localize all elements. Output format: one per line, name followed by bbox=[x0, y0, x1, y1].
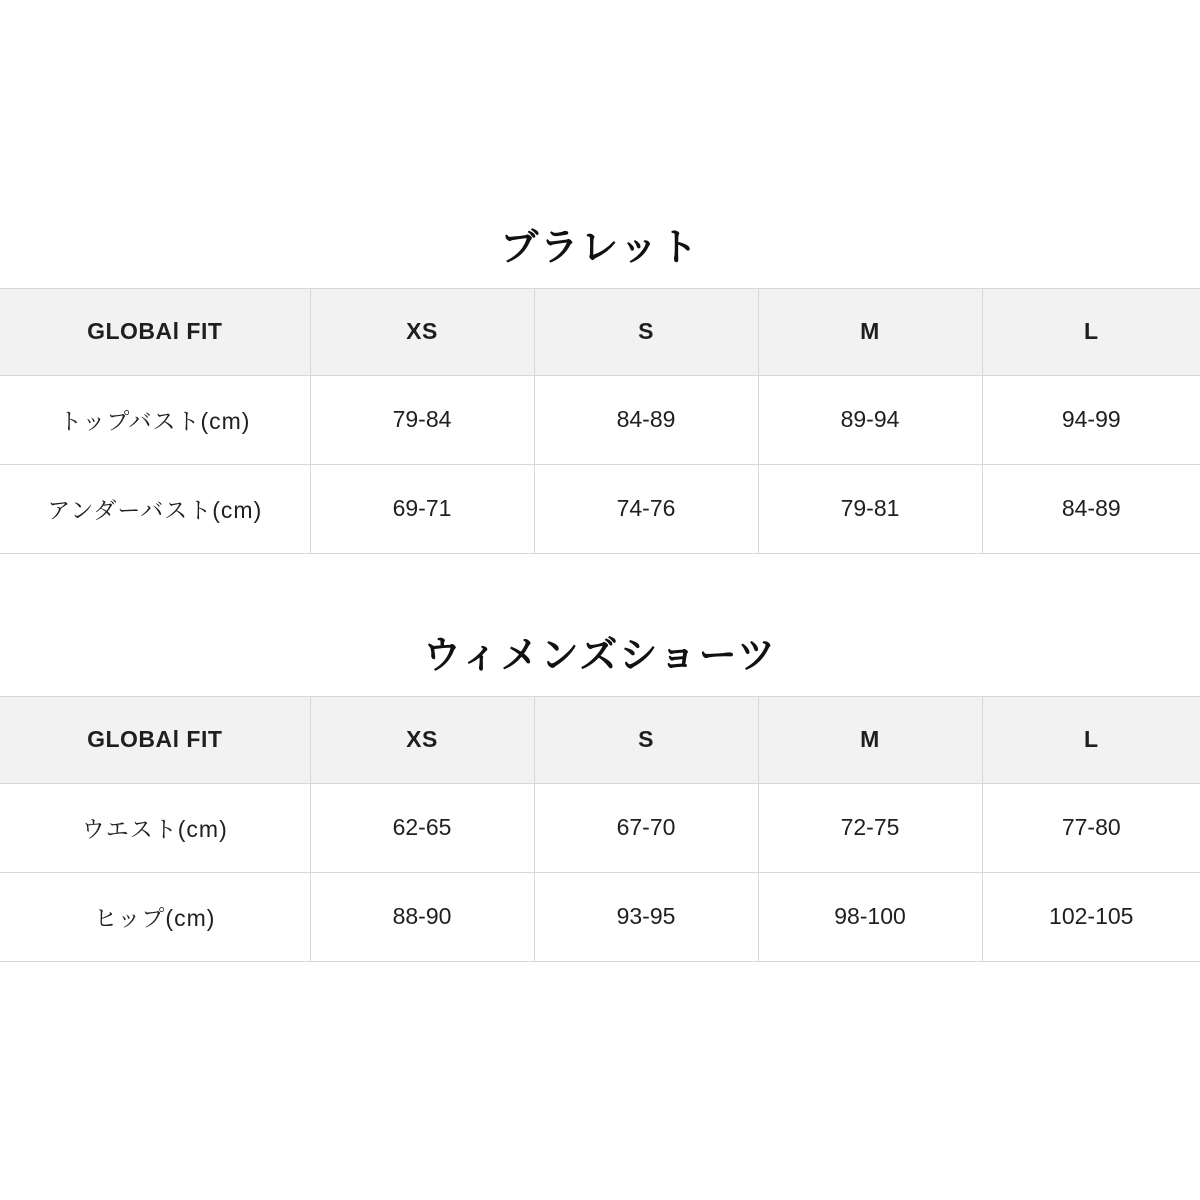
size-table-womens-shorts bbox=[0, 696, 1200, 962]
column-header-m: M bbox=[758, 288, 982, 375]
row-label-waist: ウエスト(cm) bbox=[0, 783, 310, 872]
table-body-womens-shorts bbox=[0, 783, 1200, 961]
row-label-hip: ヒップ(cm) bbox=[0, 872, 310, 961]
cell-top-bust-m: 89-94 bbox=[758, 375, 982, 464]
cell-waist-l: 77-80 bbox=[982, 783, 1200, 872]
row-label-top-bust: トップバスト(cm) bbox=[0, 375, 310, 464]
table-row bbox=[0, 464, 1200, 553]
column-header-l: L bbox=[982, 288, 1200, 375]
column-header-l: L bbox=[982, 696, 1200, 783]
table-header-bralette bbox=[0, 288, 1200, 375]
column-header-s: S bbox=[534, 288, 758, 375]
cell-hip-s: 93-95 bbox=[534, 872, 758, 961]
section-title-womens-shorts: ウィメンズショーツ bbox=[422, 635, 778, 677]
table-row bbox=[0, 872, 1200, 961]
column-header-fit: GLOBAl FIT bbox=[0, 288, 310, 375]
table-header-row bbox=[0, 288, 1200, 375]
cell-top-bust-l: 94-99 bbox=[982, 375, 1200, 464]
cell-waist-m: 72-75 bbox=[758, 783, 982, 872]
cell-hip-xs: 88-90 bbox=[310, 872, 534, 961]
column-header-m: M bbox=[758, 696, 982, 783]
column-header-xs: XS bbox=[310, 288, 534, 375]
table-row bbox=[0, 375, 1200, 464]
row-label-under-bust: アンダーバスト(cm) bbox=[0, 464, 310, 553]
cell-top-bust-s: 84-89 bbox=[534, 375, 758, 464]
column-header-xs: XS bbox=[310, 696, 534, 783]
table-body-bralette bbox=[0, 375, 1200, 553]
cell-hip-m: 98-100 bbox=[758, 872, 982, 961]
table-row bbox=[0, 783, 1200, 872]
cell-top-bust-xs: 79-84 bbox=[310, 375, 534, 464]
table-header-womens-shorts bbox=[0, 696, 1200, 783]
table-header-row bbox=[0, 696, 1200, 783]
cell-under-bust-m: 79-81 bbox=[758, 464, 982, 553]
size-table-bralette bbox=[0, 288, 1200, 554]
size-section-bralette bbox=[0, 228, 1200, 554]
cell-under-bust-l: 84-89 bbox=[982, 464, 1200, 553]
column-header-fit: GLOBAl FIT bbox=[0, 696, 310, 783]
cell-waist-xs: 62-65 bbox=[310, 783, 534, 872]
cell-under-bust-xs: 69-71 bbox=[310, 464, 534, 553]
cell-under-bust-s: 74-76 bbox=[534, 464, 758, 553]
section-title-bralette: ブラレット bbox=[500, 227, 700, 269]
column-header-s: S bbox=[534, 696, 758, 783]
size-section-womens-shorts bbox=[0, 636, 1200, 962]
cell-hip-l: 102-105 bbox=[982, 872, 1200, 961]
cell-waist-s: 67-70 bbox=[534, 783, 758, 872]
